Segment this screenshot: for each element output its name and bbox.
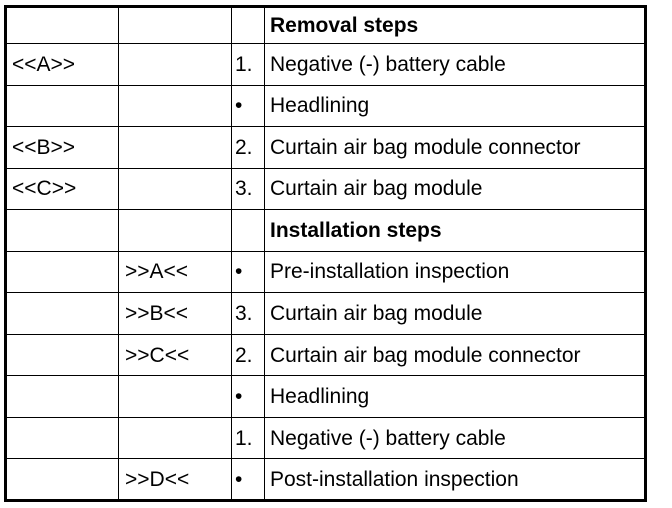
step-description-cell: Curtain air bag module: [265, 168, 646, 210]
step-number-cell: •: [232, 251, 265, 293]
table-row: [6, 459, 646, 501]
table-row: [6, 334, 646, 376]
removal-key-cell: [6, 85, 119, 127]
step-number-cell: •: [232, 376, 265, 418]
removal-key-cell: <<C>>: [6, 168, 119, 210]
step-description-cell: Negative (-) battery cable: [265, 44, 646, 86]
removal-key-cell: [6, 334, 119, 376]
step-number-cell: •: [232, 459, 265, 501]
install-key-cell: [119, 210, 232, 252]
table-row: [6, 168, 646, 210]
install-key-cell: >>B<<: [119, 293, 232, 335]
step-number-cell: •: [232, 85, 265, 127]
step-description-cell: Headlining: [265, 85, 646, 127]
removal-key-cell: [6, 210, 119, 252]
install-key-cell: [119, 7, 232, 44]
removal-key-cell: <<B>>: [6, 127, 119, 169]
removal-steps-heading: Removal steps: [265, 7, 646, 44]
table-row: [6, 44, 646, 86]
removal-key-cell: [6, 7, 119, 44]
install-key-cell: [119, 44, 232, 86]
procedure-steps-table: [4, 5, 647, 502]
table-row: [6, 7, 646, 44]
table-row: [6, 85, 646, 127]
installation-steps-heading: Installation steps: [265, 210, 646, 252]
step-number-cell: 3.: [232, 168, 265, 210]
procedure-steps-body: [6, 7, 646, 501]
table-row: [6, 251, 646, 293]
table-row: [6, 127, 646, 169]
step-description-cell: Headlining: [265, 376, 646, 418]
step-description-cell: Curtain air bag module connector: [265, 334, 646, 376]
install-key-cell: >>C<<: [119, 334, 232, 376]
step-number-cell: [232, 210, 265, 252]
install-key-cell: [119, 127, 232, 169]
step-number-cell: 1.: [232, 44, 265, 86]
table-row: [6, 417, 646, 459]
step-description-cell: Curtain air bag module connector: [265, 127, 646, 169]
table-row: [6, 293, 646, 335]
step-number-cell: 2.: [232, 127, 265, 169]
step-description-cell: Curtain air bag module: [265, 293, 646, 335]
table-row: [6, 376, 646, 418]
removal-key-cell: <<A>>: [6, 44, 119, 86]
step-number-cell: 2.: [232, 334, 265, 376]
install-key-cell: [119, 376, 232, 418]
step-description-cell: Negative (-) battery cable: [265, 417, 646, 459]
removal-key-cell: [6, 293, 119, 335]
removal-key-cell: [6, 417, 119, 459]
step-description-cell: Pre-installation inspection: [265, 251, 646, 293]
removal-key-cell: [6, 251, 119, 293]
step-number-cell: [232, 7, 265, 44]
step-number-cell: 3.: [232, 293, 265, 335]
install-key-cell: >>D<<: [119, 459, 232, 501]
table-row: [6, 210, 646, 252]
removal-key-cell: [6, 376, 119, 418]
step-description-cell: Post-installation inspection: [265, 459, 646, 501]
install-key-cell: [119, 85, 232, 127]
step-number-cell: 1.: [232, 417, 265, 459]
install-key-cell: >>A<<: [119, 251, 232, 293]
install-key-cell: [119, 168, 232, 210]
removal-key-cell: [6, 459, 119, 501]
install-key-cell: [119, 417, 232, 459]
